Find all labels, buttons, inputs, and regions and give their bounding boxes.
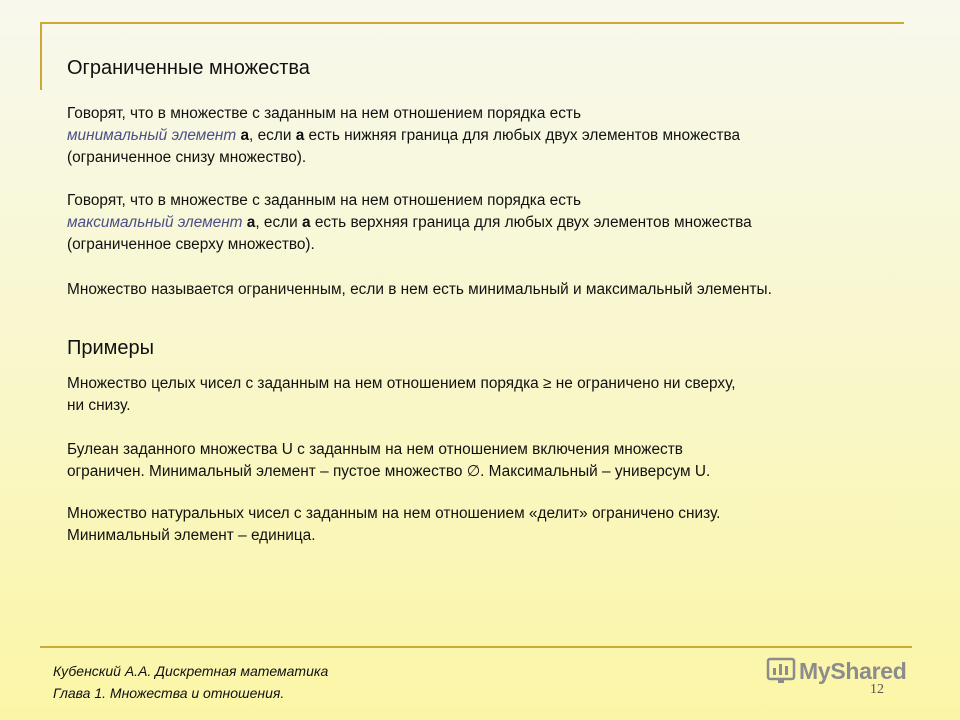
myshared-logo-text: MyShared <box>799 657 907 684</box>
bottom-border-line <box>40 646 912 648</box>
myshared-logo-icon <box>766 656 796 686</box>
p2-line1: Говорят, что в множестве с заданным на нем отношением порядка есть <box>67 192 581 209</box>
ex2-line1: Булеан заданного множества U с заданным на нем отношением включения множеств <box>67 441 683 458</box>
term-maximal-element: максимальный элемент <box>67 214 243 231</box>
example-integers <box>67 373 937 417</box>
example-naturals <box>67 503 937 547</box>
left-border-line <box>40 22 42 90</box>
variable-a: a <box>295 127 305 144</box>
ex1-line2: ни снизу. <box>67 397 131 414</box>
paragraph-minimal-element <box>67 103 937 169</box>
top-border-line <box>40 22 904 24</box>
ex1-before: Множество целых чисел с заданным на нем отношением порядка <box>67 375 539 392</box>
greater-equal-symbol: ≥ <box>543 375 552 392</box>
empty-set-symbol: ∅ <box>466 463 481 480</box>
footer-citation <box>53 660 328 704</box>
term-minimal-element: минимальный элемент <box>67 127 237 144</box>
ex2-before: ограничен. Минимальный элемент – пустое множество <box>67 463 463 480</box>
p1-line3: (ограниченное снизу множество). <box>67 149 307 166</box>
variable-a: a <box>302 214 311 231</box>
footer-line2: Глава 1. Множества и отношения. <box>53 685 285 701</box>
p1-rest: есть нижняя граница для любых двух элементов множества <box>308 127 741 144</box>
footer-line1: Кубенский А.А. Дискретная математика <box>53 663 329 679</box>
p2-mid: , если <box>255 214 298 231</box>
p2-line3: (ограниченное сверху множество). <box>67 236 315 253</box>
ex3-line1: Множество натуральных чисел с заданным на нем отношением «делит» ограничено снизу. <box>67 505 721 522</box>
page-number: 12 <box>870 682 884 697</box>
ex1-after: не ограничено ни сверху, <box>555 375 736 392</box>
variable-a: a <box>246 214 256 231</box>
slide-title: Ограниченные множества <box>67 57 310 79</box>
example-boolean <box>67 439 937 483</box>
examples-heading: Примеры <box>67 337 155 359</box>
paragraph-bounded-definition: Множество называется ограниченным, если в нем есть минимальный и максимальный элементы. <box>67 281 772 298</box>
p1-line1: Говорят, что в множестве с заданным на нем отношением порядка есть <box>67 105 581 122</box>
paragraph-maximal-element <box>67 190 937 256</box>
p1-mid: , если <box>249 127 292 144</box>
ex2-after: . Максимальный – универсум U. <box>480 463 711 480</box>
ex3-line2: Минимальный элемент – единица. <box>67 527 316 544</box>
myshared-watermark <box>766 656 907 686</box>
p2-rest: есть верхняя граница для любых двух элементов множества <box>314 214 752 231</box>
variable-a: a <box>240 127 250 144</box>
